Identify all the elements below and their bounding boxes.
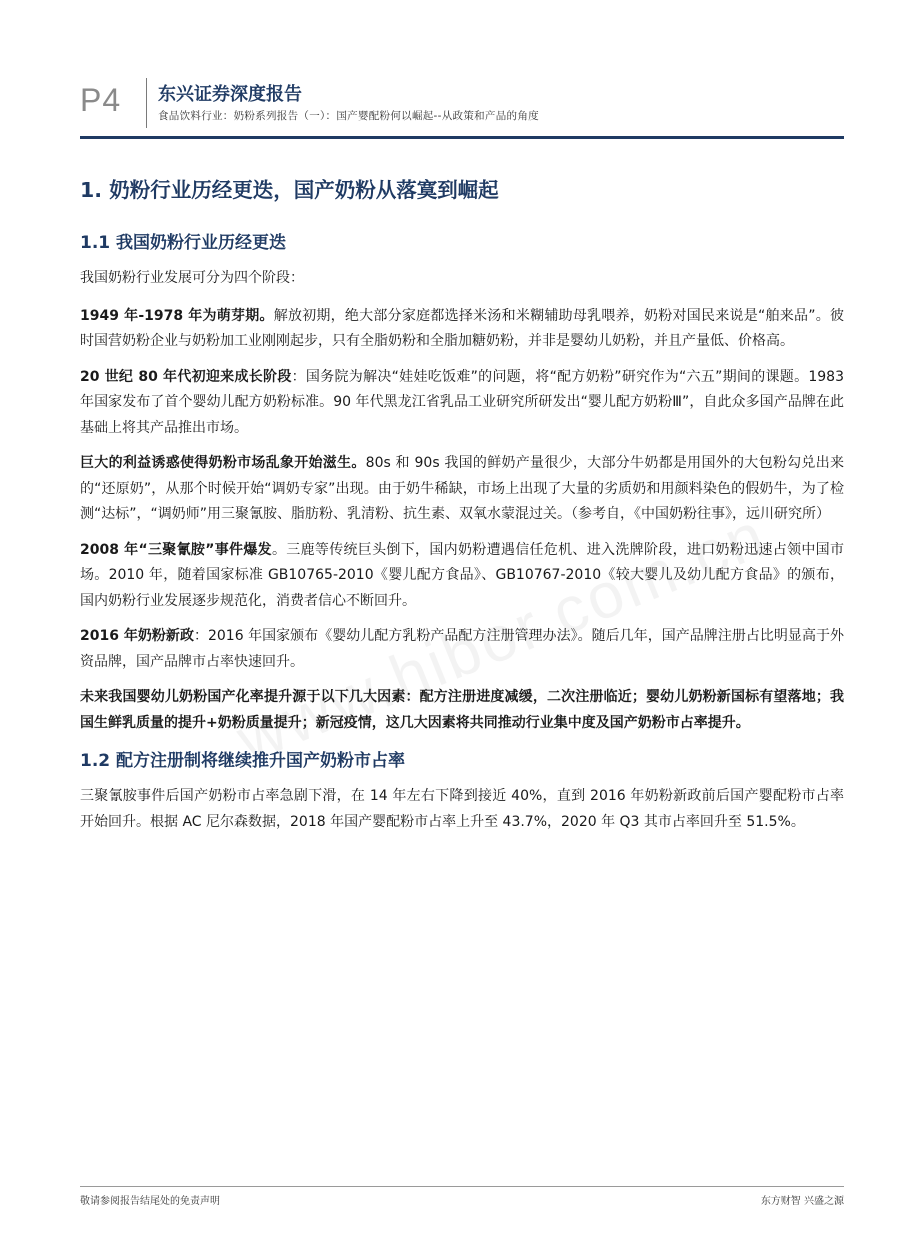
subsection-title-1-1: 1.1 我国奶粉行业历经更迭 <box>80 233 287 253</box>
paragraph-lead: 2016 年奶粉新政 <box>80 628 194 644</box>
paragraph-text: ：国务院为解决“娃娃吃饭难”的问题，将“配方奶粉”研究作为“六五”期间的课题。1983 年国家发布了首个婴幼儿配方奶粉标准。90 年代黑龙江省乳品工业研究所研发出“婴儿配方奶粉Ⅲ”，自此众多国产品牌在此基础上将其产品推出市场。 <box>80 368 844 436</box>
paragraph-lead: 1949 年-1978 年为萌芽期。 <box>80 307 274 324</box>
subsection-title-1-2: 1.2 配方注册制将继续推升国产奶粉市占率 <box>80 751 406 771</box>
paragraph-text: 。三鹿等传统巨头倒下，国内奶粉遭遇信任危机、进入洗牌阶段，进口奶粉迅速占领中国市场。2010 年，随着国家标准 GB10765-2010《婴儿配方食品》、GB10767-2010《较大婴儿及幼儿配方食品》的颁布，国内奶粉行业发展逐步规范化，消费者信心不断回升。 <box>80 541 844 609</box>
paragraph-lead: 20 世纪 80 年代初迎来成长阶段 <box>80 368 292 385</box>
conclusion-paragraph: 未来我国婴幼儿奶粉国产化率提升源于以下几大因素：配方注册进度减缓，二次注册临近；婴幼儿奶粉新国标有望落地；我国生鲜乳质量的提升+奶粉质量提升；新冠疫情，这几大因素将共同推动行业集中度及国产奶粉市占率提升。 <box>80 689 844 731</box>
market-share-paragraph: 三聚氰胺事件后国产奶粉市占率急剧下滑，在 14 年左右下降到接近 40%，直到 2016 年奶粉新政前后国产婴配粉市占率开始回升。根据 AC 尼尔森数据，2018 年国产婴配粉市占率上升至 43.7%，2020 年 Q3 其市占率回升至 51.5%。 <box>80 788 844 830</box>
section-title: 1. 奶粉行业历经更迭，国产奶粉从落寞到崛起 <box>80 178 499 202</box>
brand-title: 东兴证券深度报告 <box>158 84 302 105</box>
header-divider <box>146 78 147 128</box>
paragraph-stage-2 <box>80 365 844 442</box>
report-subtitle: 食品饮料行业：奶粉系列报告（一）：国产婴配粉何以崛起--从政策和产品的角度 <box>158 110 539 122</box>
header-rule <box>80 136 844 139</box>
paragraph-stage-4 <box>80 538 844 615</box>
paragraph-lead: 巨大的利益诱惑使得奶粉市场乱象开始滋生。 <box>80 455 366 471</box>
footer-rule <box>80 1186 844 1187</box>
paragraph-text: 解放初期，绝大部分家庭都选择米汤和米糊辅助母乳喂养，奶粉对国民来说是“舶来品”。彼时国营奶粉企业与奶粉加工业刚刚起步，只有全脂奶粉和全脂加糖奶粉，并非是婴幼儿奶粉，并且产量低、价格高。 <box>80 307 844 349</box>
paragraph-stage-5 <box>80 624 844 675</box>
paragraph-stage-3 <box>80 451 844 528</box>
page-header <box>80 74 844 140</box>
paragraph-text: 80s 和 90s 我国的鲜奶产量很少，大部分牛奶都是用国外的大包粉勾兑出来的“还原奶”，从那个时候开始“调奶专家”出现。由于奶牛稀缺，市场上出现了大量的劣质奶和用颜料染色的假奶牛，为了检测“达标”，“调奶师”用三聚氰胺、脂肪粉、乳清粉、抗生素、双氧水蒙混过关。（参考自，《中国奶粉往事》，远川研究所） <box>80 455 844 522</box>
intro-paragraph: 我国奶粉行业发展可分为四个阶段： <box>80 270 304 286</box>
paragraph-stage-1 <box>80 304 844 355</box>
paragraph-text: ：2016 年国家颁布《婴幼儿配方乳粉产品配方注册管理办法》。随后几年，国产品牌注册占比明显高于外资品牌，国产品牌市占率快速回升。 <box>80 628 844 670</box>
paragraph-lead: 2008 年“三聚氰胺”事件爆发 <box>80 541 272 558</box>
footer-disclaimer: 敬请参阅报告结尾处的免责声明 <box>80 1196 220 1207</box>
page-body <box>80 170 844 845</box>
page-number: P4 <box>80 82 122 118</box>
footer-slogan: 东方财智 兴盛之源 <box>760 1196 844 1207</box>
